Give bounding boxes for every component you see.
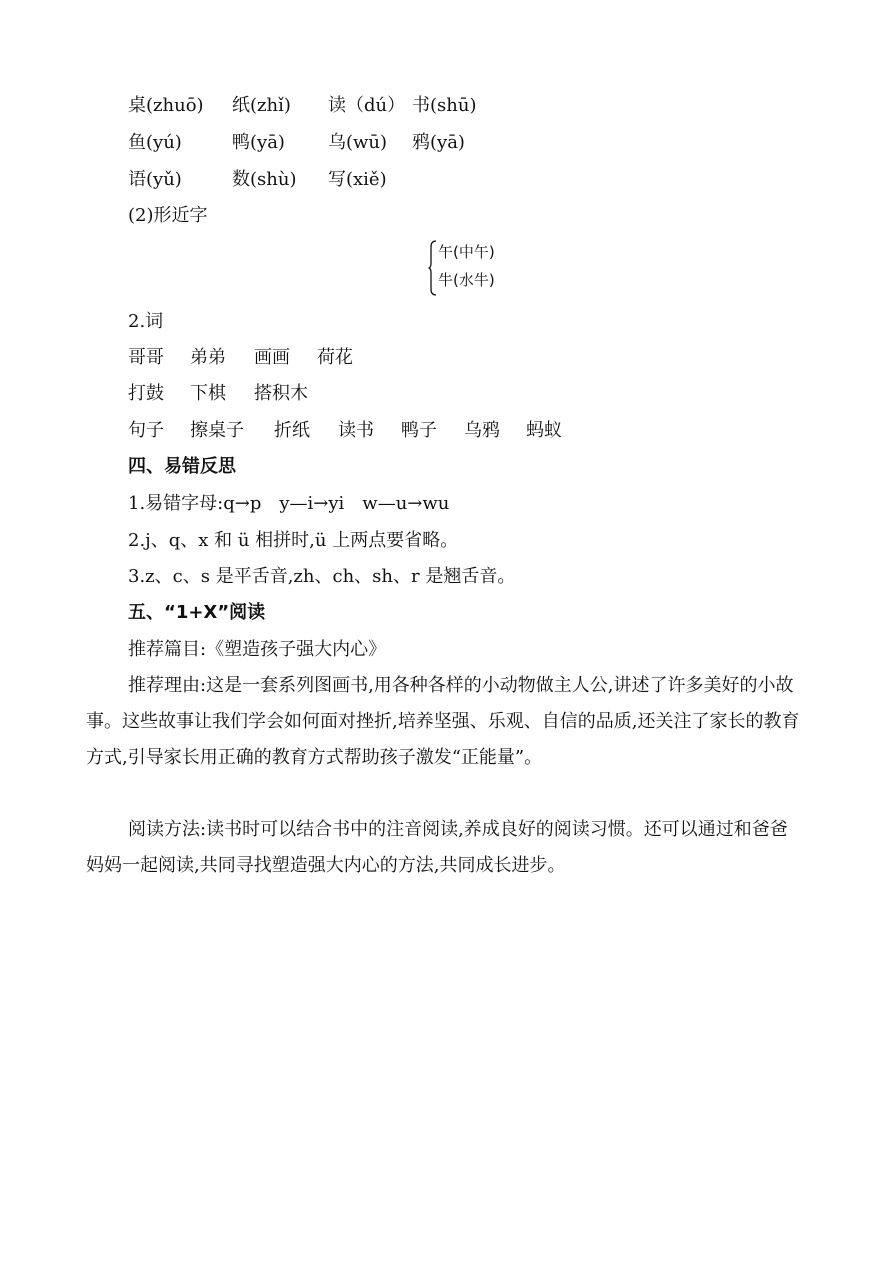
recommended-title: 推荐篇目:《塑造孩子强大内心》: [128, 639, 387, 660]
section-heading-mistakes: 四、易错反思: [128, 456, 236, 477]
word: 打鼓: [128, 383, 164, 404]
word: 蚂蚁: [526, 420, 562, 441]
pinyin-entry: 鸦(yā): [412, 132, 465, 153]
word: 哥哥: [128, 347, 164, 368]
reading-method-paragraph: 阅读方法:读书时可以结合书中的注音阅读,养成良好的阅读习惯。还可以通过和爸爸妈妈一起阅读,共同寻找塑造强大内心的方法,共同成长进步。: [86, 819, 788, 876]
pinyin-entry: 语(yǔ): [128, 169, 182, 190]
mistake-item: 2.j、q、x 和 ü 相拼时,ü 上两点要省略。: [128, 530, 459, 551]
pinyin-entry: 纸(zhǐ): [232, 95, 291, 116]
word: 搭积木: [254, 383, 308, 404]
mistake-item: 3.z、c、s 是平舌音,zh、ch、sh、r 是翘舌音。: [128, 566, 516, 587]
pinyin-entry: 鱼(yú): [128, 132, 182, 153]
word: 乌鸦: [464, 420, 500, 441]
pinyin-entry: 读（dú）: [328, 95, 406, 116]
word: 下棋: [190, 383, 226, 404]
word: 弟弟: [190, 347, 226, 368]
pinyin-entry: 乌(wū): [328, 132, 388, 153]
word: 折纸: [274, 420, 310, 441]
pinyin-entry: 鸭(yā): [232, 132, 285, 153]
pinyin-entry: 桌(zhuō): [128, 95, 204, 116]
similar-chars-brace-group: [428, 240, 518, 296]
similar-chars-heading: (2)形近字: [128, 205, 208, 226]
similar-char-item: 午(中午): [438, 243, 495, 261]
word: 擦桌子: [190, 420, 244, 441]
words-heading: 2.词: [128, 311, 164, 332]
left-brace-icon: [428, 240, 438, 296]
pinyin-entry: 写(xiě): [328, 169, 387, 190]
pinyin-entry: 数(shù): [232, 169, 297, 190]
pinyin-entry: 书(shū): [412, 95, 477, 116]
word: 荷花: [317, 347, 353, 368]
section-heading-reading: 五、“1+X”阅读: [128, 602, 266, 623]
word: 句子: [128, 420, 164, 441]
word: 画画: [254, 347, 290, 368]
word: 鸭子: [401, 420, 437, 441]
mistake-item: 1.易错字母:q→p y—i→yi w—u→wu: [128, 493, 450, 514]
recommend-reason-paragraph: 推荐理由:这是一套系列图画书,用各种各样的小动物做主人公,讲述了许多美好的小故事。这些故事让我们学会如何面对挫折,培养坚强、乐观、自信的品质,还关注了家长的教育方式,引导家长用正确的教育方式帮助孩子激发“正能量”。: [86, 675, 800, 768]
similar-char-item: 牛(水牛): [438, 271, 495, 289]
word: 读书: [338, 420, 374, 441]
